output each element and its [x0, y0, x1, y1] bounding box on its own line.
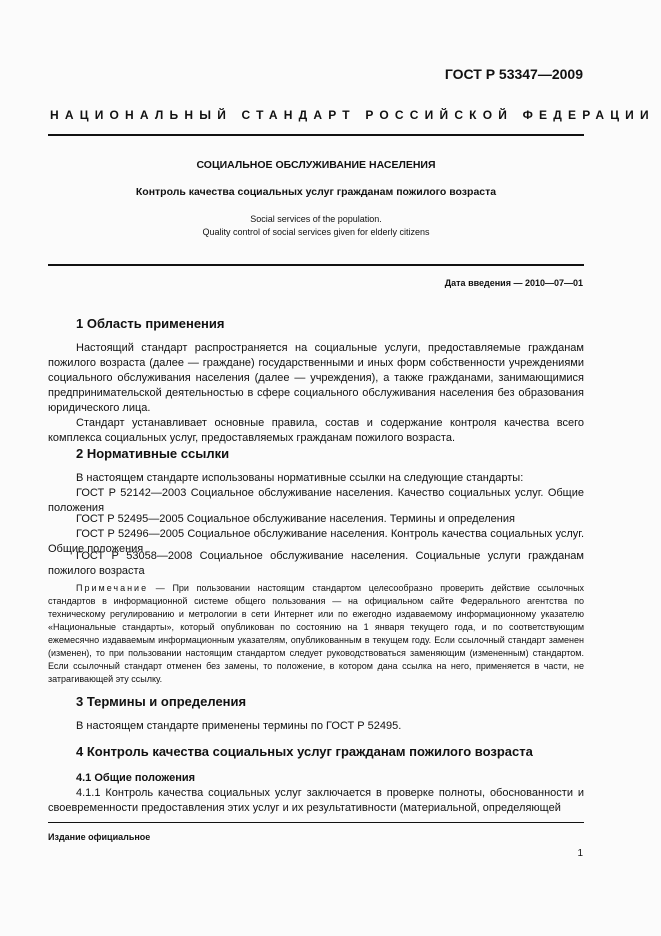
reference-item: ГОСТ Р 52495—2005 Социальное обслуживание населения. Термины и определения	[76, 513, 515, 525]
note-block	[48, 582, 584, 686]
introduction-date: Дата введения — 2010—07—01	[444, 278, 583, 288]
section-3-paragraph: В настоящем стандарте применены термины по ГОСТ Р 52495.	[76, 720, 402, 732]
document-title: СОЦИАЛЬНОЕ ОБСЛУЖИВАНИЕ НАСЕЛЕНИЯ	[196, 159, 436, 171]
document-subtitle: Контроль качества социальных услуг гражданам пожилого возраста	[135, 186, 497, 198]
standard-code: ГОСТ Р 53347—2009	[444, 66, 583, 82]
section-1-paragraph-1: Настоящий стандарт распространяется на социальные услуги, предоставляемые гражданам пожилого возраста (далее — граждане) государственными и иных форм собственности учреждениями социального обслуживания населения (далее — учреждения), а также гражданами, занимающимися предпринимательской деятельностью в сфере социального обслуживания населения без образования юридического лица.	[48, 342, 584, 414]
section-4-heading: 4 Контроль качества социальных услуг гражданам пожилого возраста	[76, 744, 533, 759]
note-text: — При пользовании настоящим стандартом целесообразно проверить действие ссылочных стандартов в информационной системе общего пользования — на официальном сайте Федерального агентства по техническому регулированию и метрологии в сети Интернет или по ежегодно издаваемому информационному указателю «Национальные стандарты», который опубликован по состоянию на 1 января текущего года, и по соответствующим ежемесячно издаваемым информационным указателям, опубликованным в текущем году. Если ссылочный стандарт заменен (изменен), то при пользовании настоящим стандартом следует руководствоваться заменяющим (измененным) стандартом. Если ссылочный стандарт отменен без замены, то положение, в котором дана ссылка на него, применяется в части, не затрагивающей эту ссылку.	[48, 583, 584, 684]
national-standard-banner: НАЦИОНАЛЬНЫЙ СТАНДАРТ РОССИЙСКОЙ ФЕДЕРАЦИИ	[50, 108, 655, 122]
footer-rule	[48, 822, 584, 823]
official-edition: Издание официальное	[48, 832, 151, 842]
subsection-4-1-heading: 4.1 Общие положения	[76, 772, 196, 784]
english-title-line2: Quality control of social services given for elderly citizens	[202, 227, 430, 237]
section-2-heading: 2 Нормативные ссылки	[76, 446, 230, 461]
note-label: Примечание	[76, 583, 149, 593]
reference-item: ГОСТ Р 52496—2005 Социальное обслуживание населения. Контроль качества социальных услуг. Общие положения	[48, 528, 584, 555]
top-rule	[48, 134, 584, 136]
section-4-paragraph: 4.1.1 Контроль качества социальных услуг заключается в проверке полноты, обоснованности и своевременности предоставления этих услуг и их результативности (материальной, определяющей	[48, 787, 584, 814]
reference-item: ГОСТ Р 53058—2008 Социальное обслуживание населения. Социальные услуги гражданам пожилого возраста	[48, 550, 584, 577]
section-1-heading: 1 Область применения	[76, 316, 225, 331]
section-2-intro: В настоящем стандарте использованы нормативные ссылки на следующие стандарты:	[76, 472, 524, 484]
reference-item: ГОСТ Р 52142—2003 Социальное обслуживание населения. Качество социальных услуг. Общие положения	[48, 487, 584, 514]
title-rule	[48, 264, 584, 266]
section-3-heading: 3 Термины и определения	[76, 694, 247, 709]
page-number: 1	[577, 848, 583, 859]
section-1-paragraph-2: Стандарт устанавливает основные правила, состав и содержание контроля качества всего комплекса социальных услуг, предоставляемых гражданам пожилого возраста.	[48, 417, 584, 444]
english-title-line1: Social services of the population.	[250, 214, 382, 224]
